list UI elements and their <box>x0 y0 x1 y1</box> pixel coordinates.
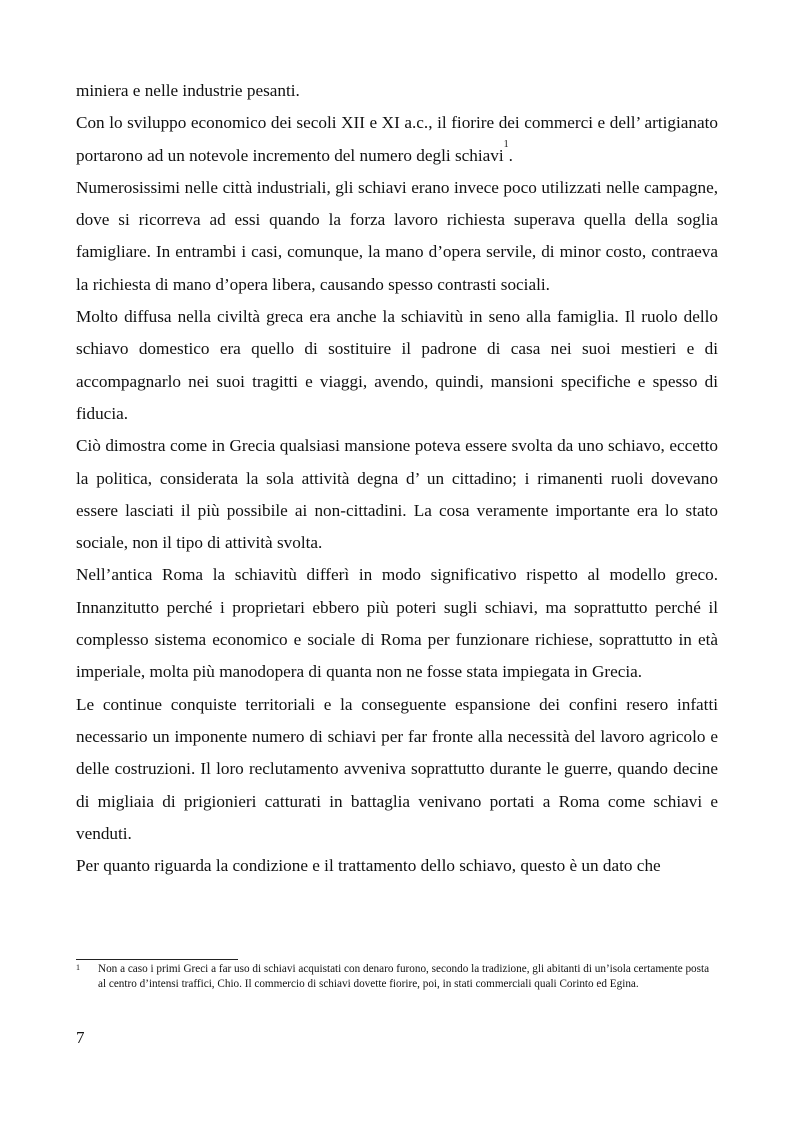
footnote-reference[interactable]: 1 <box>503 138 509 150</box>
paragraph-2 <box>76 107 718 172</box>
footnote <box>76 962 718 993</box>
paragraph-3: Numerosissimi nelle città industriali, gli schiavi erano invece poco utilizzati nelle campagne, dove si ricorreva ad essi quando la forza lavoro richiesta superava quella della soglia famigliare. In entrambi i casi, comunque, la mano d’opera servile, di minor costo, contraeva la richiesta di mano d’opera libera, causando spesso contrasti sociali. <box>76 177 718 294</box>
footnote-text: Non a caso i primi Greci a far uso di schiavi acquistati con denaro furono, secondo la tradizione, gli abitanti di un’isola certamente posta al centro d’intensi traffici, Chio. Il commercio di schiavi dovette fiorire, poi, in stati commerciali quali Corinto ed Egina. <box>98 963 710 991</box>
paragraph-6: Nell’antica Roma la schiavitù differì in modo significativo rispetto al modello greco. Innanzitutto perché i proprietari ebbero più poteri sugli schiavi, ma soprattutto perché il complesso sistema economico e sociale di Roma per funzionare richiese, soprattutto in età imperiale, molta più manodopera di quanta non ne fosse stata impiegata in Grecia. <box>76 565 718 682</box>
paragraph-5: Ciò dimostra come in Grecia qualsiasi mansione poteva essere svolta da uno schiavo, eccetto la politica, considerata la sola attività degna d’ un cittadino; i rimanenti ruoli dovevano essere lasciati il più possibile ai non-cittadini. La cosa veramente importante era lo stato sociale, non il tipo di attività svolta. <box>76 436 718 553</box>
footnote-separator <box>76 959 238 960</box>
page-number: 7 <box>76 1028 85 1047</box>
body-text <box>76 75 718 882</box>
paragraph-4: Molto diffusa nella civiltà greca era anche la schiavitù in seno alla famiglia. Il ruolo dello schiavo domestico era quello di sostituire il padrone di casa nei suoi mestieri e di accompagnarlo nei suoi tragitti e viaggi, avendo, quindi, mansioni specifiche e spesso di fiducia. <box>76 307 718 423</box>
paragraph-7: Le continue conquiste territoriali e la conseguente espansione dei confini resero infatti necessario un imponente numero di schiavi per far fronte alla necessità del lavoro agricolo e delle costruzioni. Il loro reclutamento avveniva soprattutto durante le guerre, quando decine di migliaia di prigionieri catturati in battaglia venivano portati a Roma come schiavi e venduti. <box>76 694 718 843</box>
paragraph-2-end: . <box>508 145 513 165</box>
paragraph-8: Per quanto riguarda la condizione e il trattamento dello schiavo, questo è un dato che <box>76 856 661 876</box>
footnote-marker: 1 <box>76 963 80 972</box>
paragraph-2-text: Con lo sviluppo economico dei secoli XII e XI a.c., il fiorire dei commerci e dell’ artigianato portarono ad un notevole incremento del numero degli schiavi <box>76 113 718 165</box>
paragraph-1: miniera e nelle industrie pesanti. <box>76 81 300 100</box>
